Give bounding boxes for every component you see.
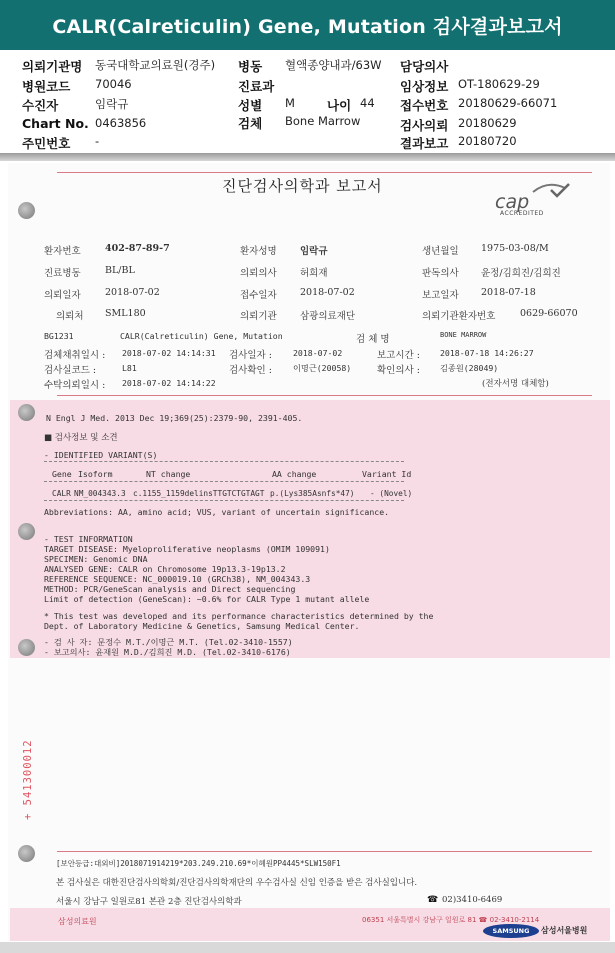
footer-left: 삼성의료원	[58, 917, 97, 926]
age-value: 44	[360, 96, 375, 110]
r1-v1: 402-87-89-7	[105, 243, 170, 254]
d2-l1: 검사실코드 :	[44, 365, 97, 376]
footer-brand: 삼성서울병원	[541, 926, 588, 935]
cap-logo-accredited: ACCREDITED	[500, 210, 544, 217]
td-nt: c.1155_1159delinsTTGTCTGTAGT	[133, 489, 265, 498]
d3-l1: 수탁의뢰일시 :	[44, 380, 106, 391]
r4-l3: 의뢰기관환자번호	[422, 311, 496, 322]
td-aa: p.(Lys385Asnfs*47)	[270, 489, 355, 498]
td-gene: CALR	[52, 489, 71, 498]
identified-heading: - IDENTIFIED VARIANT(S)	[44, 450, 158, 460]
ward-value: 혈액종양내과/63W	[285, 58, 382, 72]
bottom-strip	[0, 942, 615, 953]
sex-value: M	[285, 96, 295, 110]
punch-hole-1	[18, 202, 35, 219]
phone-text: 02)3410-6469	[442, 895, 503, 905]
abbreviations: Abbreviations: AA, amino acid; VUS, variant of uncertain significance.	[44, 507, 390, 517]
info-line-2: SPECIMEN: Genomic DNA	[44, 554, 148, 564]
clinical-label: 임상정보	[400, 79, 449, 94]
d2-v2: 이명근(20058)	[293, 363, 352, 373]
th-gene: Gene	[52, 469, 72, 479]
report-bottom-line	[57, 851, 592, 852]
info-line-4: REFERENCE SEQUENCE: NC_000019.10 (GRCh38), NM_004343.3	[44, 574, 311, 584]
r1-v2: 임락규	[300, 246, 328, 257]
sex-label: 성별	[238, 98, 263, 113]
th-nt: NT change	[146, 469, 191, 479]
table-divider-mid	[44, 481, 404, 482]
d1-l3: 보고시간 :	[377, 350, 420, 361]
test-name: CALR(Calreticulin) Gene, Mutation	[120, 331, 283, 341]
header-divider	[0, 153, 615, 161]
r4-v3: 0629-66070	[520, 308, 578, 319]
r1-v3: 1975-03-08/M	[481, 243, 549, 254]
spec-label: 검 체 명	[356, 334, 390, 345]
td-isoform: NM_004343.3	[74, 489, 126, 498]
req-value: 20180629	[458, 116, 517, 130]
samsung-logo: SAMSUNG	[483, 924, 539, 938]
info-line-3: ANALYSED GENE: CALR on Chromosome 19p13.3-19p13.2	[44, 564, 286, 574]
phone-icon: ☎	[427, 895, 439, 905]
chart-value: 0463856	[95, 116, 147, 130]
id-value: -	[95, 134, 100, 148]
r4-v1: SML180	[105, 308, 146, 319]
id-label: 주민번호	[22, 136, 71, 151]
r2-v2: 허희재	[300, 268, 328, 279]
d2-v3: 김종원(28049)	[440, 363, 499, 373]
th-isoform: Isoform	[78, 469, 113, 479]
d3-v1: 2018-07-02 14:14:22	[122, 378, 216, 388]
d1-v1: 2018-07-02 14:14:31	[122, 348, 216, 358]
d2-v1: L81	[122, 363, 137, 373]
info-line-6: Limit of detection (GeneScan): ~0.6% for CALR Type 1 mutant allele	[44, 594, 370, 604]
report-heading: 진단검사의학과 보고서	[222, 177, 383, 195]
chart-label: Chart No.	[22, 116, 89, 131]
test-code: BG1231	[44, 331, 74, 341]
spec-value: BONE MARROW	[440, 331, 487, 339]
hospcode-label: 병원코드	[22, 79, 71, 94]
patient-label: 수진자	[22, 98, 59, 113]
punch-hole-5	[18, 845, 35, 862]
info-line-1: TARGET DISEASE: Myeloproliferative neoplasms (OMIM 109091)	[44, 544, 330, 554]
r3-v1: 2018-07-02	[105, 287, 160, 298]
barcode-number: + 541300012	[22, 739, 34, 820]
info-line-0: - TEST INFORMATION	[44, 534, 133, 544]
r2-v3: 윤정/김희진/김희진	[481, 268, 561, 279]
section-info: ■ 검사정보 및 소견	[44, 433, 118, 443]
r1-l3: 생년월일	[422, 246, 459, 257]
th-variant: Variant Id	[362, 469, 412, 479]
td-variant: - (Novel)	[370, 489, 413, 498]
r3-v2: 2018-07-02	[300, 287, 355, 298]
reporter-line: - 보고의사: 윤재원 M.D./김희진 M.D. (Tel.02-3410-6176)	[44, 647, 291, 657]
r4-v2: 삼광의료재단	[300, 311, 356, 322]
receipt-value: 20180629-66071	[458, 96, 558, 110]
inst-label: 의뢰기관명	[22, 59, 83, 74]
result-value: 20180720	[458, 134, 517, 148]
info-line-5: METHOD: PCR/GeneScan analysis and Direct sequencing	[44, 584, 296, 594]
specimen-value: Bone Marrow	[285, 114, 361, 128]
hospcode-value: 70046	[95, 77, 132, 91]
punch-hole-2	[18, 404, 35, 421]
inst-value: 동국대학교의료원(경주)	[95, 58, 216, 72]
r2-l1: 진료병동	[44, 268, 81, 279]
specimen-label: 검체	[238, 116, 263, 131]
r3-v3: 2018-07-18	[481, 287, 536, 298]
result-label: 결과보고	[400, 136, 449, 151]
doctor-label: 담당의사	[400, 59, 449, 74]
r2-v1: BL/BL	[105, 265, 135, 276]
address-text: 서울시 강남구 일원로81 본관 2층 진단검사의학과	[56, 897, 242, 907]
age-label: 나이	[327, 98, 352, 113]
d1-v2: 2018-07-02	[293, 348, 343, 358]
cap-logo-word: cap	[495, 191, 530, 213]
d2-l2: 검사확인 :	[229, 365, 272, 376]
r3-l2: 접수일자	[240, 290, 277, 301]
r3-l3: 보고일자	[422, 290, 459, 301]
clinical-value: OT-180629-29	[458, 77, 540, 91]
certify-text: 본 검사실은 대한진단검사의학회/진단검사의학재단의 우수검사실 신임 인증을 받은 검사실입니다.	[56, 878, 418, 888]
esign-note: (전자서명 대체함)	[482, 379, 549, 389]
tester-line: - 검 사 자: 문정수 M.T./이명근 M.T. (Tel.02-3410-1557)	[44, 637, 293, 647]
d1-l1: 검체채취일시 :	[44, 350, 106, 361]
reference-citation: N Engl J Med. 2013 Dec 19;369(25):2379-90, 2391-405.	[46, 413, 303, 423]
d1-v3: 2018-07-18 14:26:27	[440, 348, 534, 358]
r3-l1: 의뢰일자	[44, 290, 81, 301]
table-divider-bottom	[44, 500, 404, 501]
r2-l2: 의뢰의사	[240, 268, 277, 279]
dept-label: 진료과	[238, 79, 275, 94]
patient-value: 임락규	[95, 97, 129, 111]
r4-l2: 의뢰기관	[240, 311, 277, 322]
d2-l3: 확인의사 :	[377, 365, 420, 376]
th-aa: AA change	[272, 469, 317, 479]
table-divider-top	[44, 461, 404, 462]
disclaimer-line-1: * This test was developed and its performance characteristics determined by the	[44, 611, 434, 621]
ward-label: 병동	[238, 59, 263, 74]
report-mid-line	[57, 395, 592, 396]
d1-l2: 검사일자 :	[229, 350, 272, 361]
receipt-label: 접수번호	[400, 98, 449, 113]
r1-l1: 환자번호	[44, 246, 81, 257]
footer-right: 06351 서울특별시 강남구 일원로 81 ☎ 02-3410-2114	[362, 916, 540, 924]
r1-l2: 환자성명	[240, 246, 277, 257]
report-title: CALR(Calreticulin) Gene, Mutation 검사결과보고서	[0, 0, 615, 50]
print-info: [보안등급:대외비]2018071914219*203.249.210.69*이혜원PP4445*SLW150F1	[56, 859, 341, 868]
r4-l1: 의뢰처	[56, 311, 84, 322]
r2-l3: 판독의사	[422, 268, 459, 279]
req-label: 검사의뢰	[400, 118, 449, 133]
report-top-line	[57, 172, 592, 173]
punch-hole-3	[18, 523, 35, 540]
punch-hole-4	[18, 639, 35, 656]
disclaimer-line-2: Dept. of Laboratory Medicine & Genetics, Samsung Medical Center.	[44, 621, 360, 631]
